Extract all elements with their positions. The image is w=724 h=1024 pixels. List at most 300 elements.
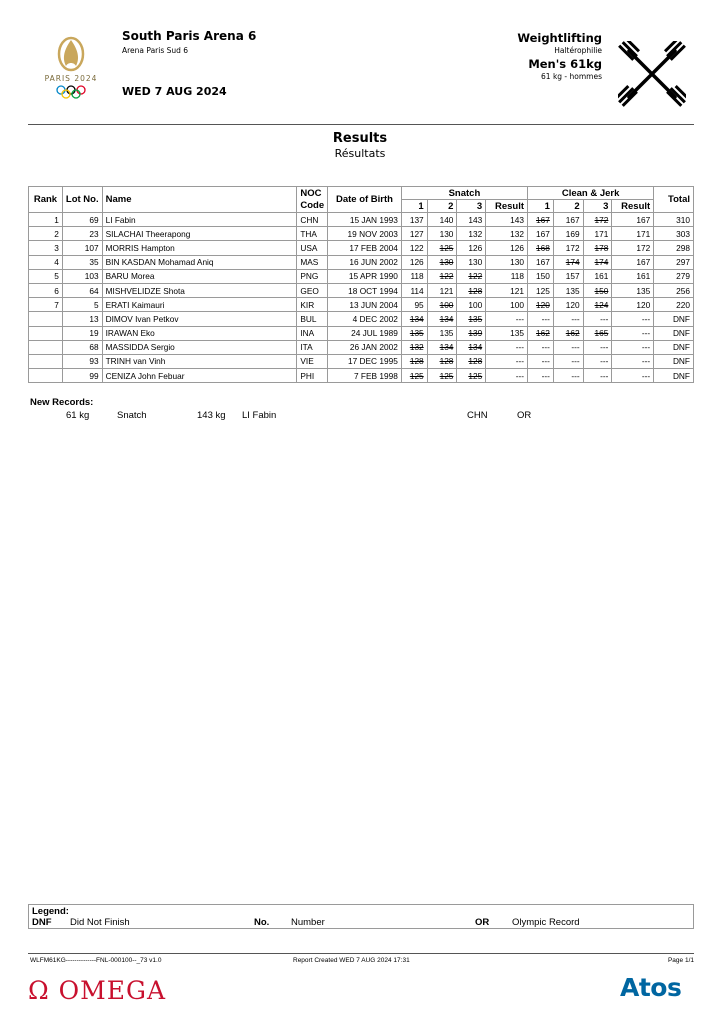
- cell-snatch-result-value: 143: [510, 214, 525, 225]
- cell-cj-2: [553, 241, 583, 255]
- cell-snatch-result: [486, 227, 528, 241]
- report-code: WLFM61KG--------------FNL-000100--_73 v1.0: [30, 957, 162, 964]
- cell-total: [654, 298, 694, 312]
- cell-cj-result-value: 120: [636, 299, 651, 310]
- cell-cj-1: [528, 312, 554, 326]
- footer-divider: [28, 953, 694, 954]
- cell-lot: [62, 298, 102, 312]
- col-dob: Date of Birth: [328, 187, 402, 213]
- cell-total-value: 310: [676, 214, 690, 225]
- cell-snatch-1: [401, 298, 427, 312]
- cell-noc-value: PNG: [300, 271, 319, 282]
- cell-snatch-2-value: 134: [439, 342, 454, 353]
- cell-snatch-1-value: 125: [409, 370, 424, 381]
- col-total: Total: [654, 187, 694, 213]
- cell-snatch-3: [457, 340, 486, 354]
- cell-dob: [328, 340, 402, 354]
- cell-cj-3-value: ---: [600, 342, 609, 353]
- cell-dob-value: 26 JAN 2002: [349, 342, 398, 353]
- cell-noc-value: USA: [300, 242, 318, 253]
- cell-noc: [297, 340, 328, 354]
- cell-lot-value: 93: [89, 356, 99, 367]
- cell-snatch-result-value: 135: [510, 328, 525, 339]
- cell-snatch-2: [427, 340, 457, 354]
- cell-cj-3: [583, 312, 612, 326]
- cell-cj-2: [553, 269, 583, 283]
- cell-noc-value: PHI: [300, 370, 315, 381]
- legend-meaning-dnf: Did Not Finish: [70, 917, 130, 928]
- cell-noc-value: MAS: [300, 257, 319, 268]
- cell-rank-value: 2: [54, 228, 59, 239]
- page-title: Results: [332, 131, 388, 146]
- cell-cj-3-value: 174: [594, 257, 609, 268]
- cell-snatch-3: [457, 227, 486, 241]
- cell-name: [102, 354, 297, 368]
- cell-cj-2: [553, 340, 583, 354]
- cell-snatch-3: [457, 283, 486, 297]
- cell-snatch-2: [427, 312, 457, 326]
- cell-cj-2-value: ---: [571, 356, 580, 367]
- cell-dob-value: 24 JUL 1989: [351, 328, 398, 339]
- cell-name: [102, 227, 297, 241]
- cell-snatch-result: [486, 312, 528, 326]
- cell-cj-3: [583, 241, 612, 255]
- cell-cj-2: [553, 283, 583, 297]
- cell-snatch-result: [486, 213, 528, 227]
- cell-lot-value: 107: [84, 242, 99, 253]
- cell-cj-result: [612, 312, 654, 326]
- cell-dob: [328, 326, 402, 340]
- cell-noc: [297, 255, 328, 269]
- cell-snatch-3-value: 130: [468, 257, 483, 268]
- cell-cj-1: [528, 354, 554, 368]
- cell-snatch-1-value: 114: [410, 285, 424, 296]
- cell-snatch-1-value: 134: [409, 313, 424, 324]
- cell-cj-2-value: 167: [565, 214, 580, 225]
- cell-cj-1-value: 167: [536, 257, 550, 268]
- col-lot: [62, 187, 102, 213]
- cell-snatch-1: [401, 326, 427, 340]
- cell-cj-2-value: ---: [571, 342, 580, 353]
- col-cj-3: 3: [583, 200, 612, 213]
- cell-name-value: CENIZA John Febuar: [105, 370, 185, 381]
- cell-dob: [328, 369, 402, 383]
- cell-snatch-1-value: 126: [409, 257, 424, 268]
- cell-noc: [297, 326, 328, 340]
- cell-snatch-1: [401, 227, 427, 241]
- cell-cj-3-value: 150: [594, 285, 609, 296]
- cell-snatch-1: [401, 241, 427, 255]
- cell-snatch-3-value: 125: [468, 370, 483, 381]
- venue-name: South Paris Arena 6: [122, 29, 257, 43]
- cell-dob-value: 17 FEB 2004: [349, 242, 398, 253]
- cell-total-value: 220: [676, 299, 690, 310]
- cell-noc-value: GEO: [300, 285, 319, 296]
- legend-abbr-dnf: DNF: [32, 917, 52, 928]
- cell-lot: [62, 241, 102, 255]
- cell-cj-result-value: ---: [641, 370, 651, 381]
- cell-snatch-result-value: 130: [510, 257, 525, 268]
- cell-lot: [62, 312, 102, 326]
- cell-noc-value: BUL: [300, 313, 317, 324]
- cell-name-value: SILACHAI Theerapong: [105, 228, 191, 239]
- cell-noc-value: KIR: [300, 299, 315, 310]
- cell-lot-value: 35: [89, 257, 99, 268]
- sport-info: [517, 31, 602, 82]
- cell-cj-result: [612, 354, 654, 368]
- cell-cj-result-value: ---: [641, 313, 651, 324]
- cell-snatch-1: [401, 213, 427, 227]
- cell-rank-value: 3: [54, 242, 59, 253]
- cell-total: [654, 326, 694, 340]
- cell-dob: [328, 227, 402, 241]
- cell-dob: [328, 255, 402, 269]
- cell-name-value: DIMOV Ivan Petkov: [105, 313, 179, 324]
- cell-snatch-result-value: ---: [515, 356, 525, 367]
- paris-2024-logo-text: PARIS 2024: [44, 74, 98, 83]
- cell-total: [654, 213, 694, 227]
- cell-snatch-1-value: 118: [410, 271, 424, 282]
- cell-cj-2-value: ---: [571, 313, 580, 324]
- cell-rank: [29, 213, 63, 227]
- cell-snatch-result-value: ---: [515, 313, 525, 324]
- cell-cj-3: [583, 326, 612, 340]
- cell-snatch-1-value: 135: [409, 328, 424, 339]
- cell-snatch-2-value: 125: [439, 242, 454, 253]
- legend-abbr-or: OR: [475, 917, 490, 928]
- cell-name: [102, 241, 297, 255]
- col-snatch-1: 1: [401, 200, 427, 213]
- col-cj-2: 2: [553, 200, 583, 213]
- cell-cj-result-value: 167: [636, 257, 651, 268]
- cell-snatch-2: [427, 255, 457, 269]
- cell-cj-1-value: 167: [536, 214, 550, 225]
- cell-noc: [297, 227, 328, 241]
- cell-cj-3-value: ---: [600, 356, 609, 367]
- weightlifting-pictogram-icon: [618, 41, 686, 107]
- cell-total: [654, 340, 694, 354]
- cell-snatch-1-value: 95: [414, 299, 424, 310]
- cell-dob-value: 4 DEC 2002: [352, 313, 398, 324]
- cell-snatch-1-value: 128: [409, 356, 424, 367]
- cell-dob: [328, 213, 402, 227]
- cell-cj-3-value: 161: [594, 271, 609, 282]
- col-snatch: Snatch: [401, 187, 527, 200]
- cell-total: [654, 283, 694, 297]
- table-row: [29, 269, 694, 283]
- cell-snatch-3-value: 122: [468, 271, 483, 282]
- cell-snatch-2-value: 134: [439, 313, 454, 324]
- cell-cj-1-value: ---: [541, 342, 550, 353]
- cell-total: [654, 369, 694, 383]
- cell-rank-value: 5: [54, 271, 59, 282]
- cell-snatch-1: [401, 340, 427, 354]
- cell-snatch-result-value: ---: [515, 370, 525, 381]
- cell-cj-result: [612, 241, 654, 255]
- results-body: [29, 213, 694, 383]
- cell-snatch-2-value: 140: [439, 214, 454, 225]
- col-rank: Rank: [29, 187, 63, 213]
- cell-cj-1-value: ---: [541, 313, 550, 324]
- record-type: OR: [517, 410, 532, 421]
- cell-snatch-3-value: 135: [468, 313, 483, 324]
- cell-cj-2-value: 172: [565, 242, 580, 253]
- cell-name-value: BIN KASDAN Mohamad Aniq: [105, 257, 214, 268]
- cell-cj-3: [583, 369, 612, 383]
- cell-cj-2: [553, 213, 583, 227]
- cell-cj-2: [553, 255, 583, 269]
- cell-noc-value: THA: [300, 228, 317, 239]
- cell-snatch-3: [457, 298, 486, 312]
- col-cj-1: 1: [528, 200, 554, 213]
- cell-snatch-1-value: 122: [409, 242, 424, 253]
- cell-cj-3-value: 165: [594, 328, 609, 339]
- cell-name-value: TRINH van Vinh: [105, 356, 166, 367]
- col-cj-result: Result: [612, 200, 654, 213]
- col-clean-jerk: Clean & Jerk: [528, 187, 654, 200]
- cell-lot-value: 23: [89, 228, 99, 239]
- cell-cj-result: [612, 227, 654, 241]
- cell-snatch-2-value: 130: [439, 257, 454, 268]
- record-lift: Snatch: [117, 410, 147, 421]
- table-row: [29, 241, 694, 255]
- legend-box: [28, 904, 694, 929]
- cell-cj-3-value: ---: [600, 313, 609, 324]
- cell-snatch-result: [486, 283, 528, 297]
- cell-cj-1: [528, 283, 554, 297]
- cell-name-value: ERATI Kaimauri: [105, 299, 165, 310]
- cell-snatch-2: [427, 283, 457, 297]
- cell-snatch-2-value: 121: [439, 285, 454, 296]
- cell-snatch-result: [486, 269, 528, 283]
- cell-dob-value: 19 NOV 2003: [347, 228, 398, 239]
- cell-noc: [297, 241, 328, 255]
- cell-dob: [328, 312, 402, 326]
- table-row: [29, 312, 694, 326]
- cell-cj-3: [583, 227, 612, 241]
- cell-snatch-2-value: 135: [439, 328, 454, 339]
- table-row: [29, 213, 694, 227]
- cell-total-value: DNF: [672, 313, 690, 324]
- cell-cj-1: [528, 340, 554, 354]
- col-snatch-3: 3: [457, 200, 486, 213]
- cell-total-value: DNF: [672, 342, 690, 353]
- cell-rank: [29, 298, 63, 312]
- cell-cj-2: [553, 369, 583, 383]
- record-weight: 143 kg: [197, 410, 226, 421]
- cell-snatch-3: [457, 241, 486, 255]
- cell-cj-1-value: 168: [536, 242, 550, 253]
- cell-cj-1-value: ---: [541, 370, 550, 381]
- cell-snatch-1-value: 137: [409, 214, 424, 225]
- cell-rank: [29, 312, 63, 326]
- cell-rank-value: 6: [54, 285, 59, 296]
- cell-snatch-2: [427, 241, 457, 255]
- legend-title: Legend:: [32, 906, 69, 917]
- cell-snatch-result-value: 126: [510, 242, 525, 253]
- cell-lot-value: 5: [93, 299, 99, 310]
- cell-cj-1-value: 120: [536, 299, 550, 310]
- cell-lot: [62, 340, 102, 354]
- cell-lot: [62, 269, 102, 283]
- cell-cj-1-value: 150: [536, 271, 550, 282]
- cell-cj-1: [528, 241, 554, 255]
- cell-lot-value: 19: [89, 328, 99, 339]
- col-snatch-2: 2: [427, 200, 457, 213]
- legend-meaning-or: Olympic Record: [512, 917, 580, 928]
- cell-cj-result-value: ---: [641, 356, 651, 367]
- cell-rank: [29, 227, 63, 241]
- cell-snatch-3: [457, 369, 486, 383]
- cell-cj-2-value: 135: [565, 285, 580, 296]
- cell-cj-3-value: 178: [594, 242, 609, 253]
- cell-cj-3: [583, 255, 612, 269]
- event-name-fr: 61 kg - hommes: [541, 72, 602, 81]
- cell-cj-3: [583, 298, 612, 312]
- table-row: [29, 255, 694, 269]
- cell-total: [654, 269, 694, 283]
- cell-snatch-3-value: 128: [468, 356, 483, 367]
- cell-snatch-2: [427, 369, 457, 383]
- cell-cj-1: [528, 326, 554, 340]
- cell-cj-1: [528, 298, 554, 312]
- cell-total-value: 298: [676, 242, 690, 253]
- cell-name: [102, 255, 297, 269]
- cell-snatch-result: [486, 354, 528, 368]
- cell-name-value: BARU Morea: [105, 271, 155, 282]
- cell-snatch-3: [457, 312, 486, 326]
- cell-noc: [297, 298, 328, 312]
- record-noc: CHN: [467, 410, 488, 421]
- cell-noc-value: CHN: [300, 214, 319, 225]
- venue-name-fr: Arena Paris Sud 6: [122, 46, 189, 55]
- cell-snatch-3-value: 126: [468, 242, 483, 253]
- new-records-title: New Records:: [30, 397, 94, 408]
- cell-noc: [297, 312, 328, 326]
- table-header-row: [29, 187, 694, 200]
- cell-cj-3: [583, 283, 612, 297]
- cell-cj-2-value: 162: [565, 328, 580, 339]
- cell-rank: [29, 326, 63, 340]
- col-lot-label: Lot No.: [65, 194, 99, 205]
- cell-cj-result-value: 161: [636, 271, 651, 282]
- cell-noc-value: INA: [300, 328, 315, 339]
- cell-snatch-2: [427, 269, 457, 283]
- cell-total-value: DNF: [672, 370, 690, 381]
- cell-dob-value: 7 FEB 1998: [354, 370, 398, 381]
- cell-cj-result: [612, 369, 654, 383]
- cell-snatch-result-value: 100: [510, 299, 525, 310]
- results-table: [28, 186, 694, 383]
- paris-2024-logo: [40, 36, 102, 102]
- record-athlete: LI Fabin: [242, 410, 277, 421]
- cell-cj-result: [612, 255, 654, 269]
- cell-rank: [29, 283, 63, 297]
- cell-cj-2: [553, 354, 583, 368]
- cell-snatch-3-value: 134: [468, 342, 483, 353]
- page-number: Page 1/1: [667, 957, 694, 964]
- cell-rank: [29, 255, 63, 269]
- cell-cj-result-value: ---: [641, 342, 651, 353]
- cell-cj-3: [583, 354, 612, 368]
- cell-rank: [29, 369, 63, 383]
- cell-total: [654, 354, 694, 368]
- cell-total: [654, 255, 694, 269]
- cell-cj-3-value: 124: [594, 299, 609, 310]
- cell-cj-1: [528, 269, 554, 283]
- table-row: [29, 298, 694, 312]
- cell-cj-1: [528, 369, 554, 383]
- table-row: [29, 369, 694, 383]
- cell-snatch-3-value: 132: [468, 228, 483, 239]
- cell-lot-value: 103: [84, 271, 99, 282]
- cell-name: [102, 213, 297, 227]
- cell-cj-2-value: 157: [565, 271, 580, 282]
- cell-cj-2-value: 169: [565, 228, 580, 239]
- cell-snatch-2-value: 100: [439, 299, 454, 310]
- cell-cj-result: [612, 213, 654, 227]
- cell-total-value: DNF: [672, 356, 690, 367]
- cell-rank: [29, 269, 63, 283]
- cell-cj-result: [612, 340, 654, 354]
- cell-rank-value: 1: [54, 214, 59, 225]
- cell-snatch-3-value: 143: [468, 214, 483, 225]
- cell-lot: [62, 326, 102, 340]
- sport-name: Weightlifting: [517, 31, 602, 45]
- cell-dob: [328, 283, 402, 297]
- cell-cj-result: [612, 283, 654, 297]
- cell-cj-3-value: ---: [600, 370, 609, 381]
- cell-noc: [297, 369, 328, 383]
- cell-snatch-2: [427, 298, 457, 312]
- event-name: Men's 61kg: [528, 57, 602, 71]
- cell-cj-1: [528, 227, 554, 241]
- cell-lot: [62, 213, 102, 227]
- cell-total-value: 256: [676, 285, 690, 296]
- cell-snatch-2-value: 128: [439, 356, 454, 367]
- cell-name: [102, 298, 297, 312]
- cell-dob: [328, 241, 402, 255]
- atos-logo: Atos: [620, 973, 682, 1002]
- cell-cj-3: [583, 340, 612, 354]
- cell-cj-1-value: 167: [536, 228, 550, 239]
- cell-name-value: MASSIDDA Sergio: [105, 342, 175, 353]
- table-row: [29, 354, 694, 368]
- cell-noc-value: ITA: [300, 342, 313, 353]
- cell-name: [102, 312, 297, 326]
- cell-snatch-2-value: 130: [439, 228, 454, 239]
- cell-noc: [297, 269, 328, 283]
- cell-cj-2-value: 120: [565, 299, 580, 310]
- cell-rank: [29, 354, 63, 368]
- col-noc: NOC Code: [297, 187, 328, 213]
- cell-cj-2: [553, 312, 583, 326]
- cell-noc-value: VIE: [300, 356, 314, 367]
- cell-snatch-1: [401, 269, 427, 283]
- cell-name: [102, 369, 297, 383]
- cell-snatch-result: [486, 255, 528, 269]
- cell-lot-value: 69: [89, 214, 99, 225]
- cell-snatch-result: [486, 298, 528, 312]
- cell-snatch-2: [427, 354, 457, 368]
- cell-cj-2: [553, 298, 583, 312]
- cell-rank: [29, 340, 63, 354]
- cell-rank-value: 4: [54, 257, 59, 268]
- sport-name-fr: Haltérophilie: [554, 46, 602, 55]
- cell-total: [654, 241, 694, 255]
- cell-cj-2-value: 174: [565, 257, 580, 268]
- table-row: [29, 283, 694, 297]
